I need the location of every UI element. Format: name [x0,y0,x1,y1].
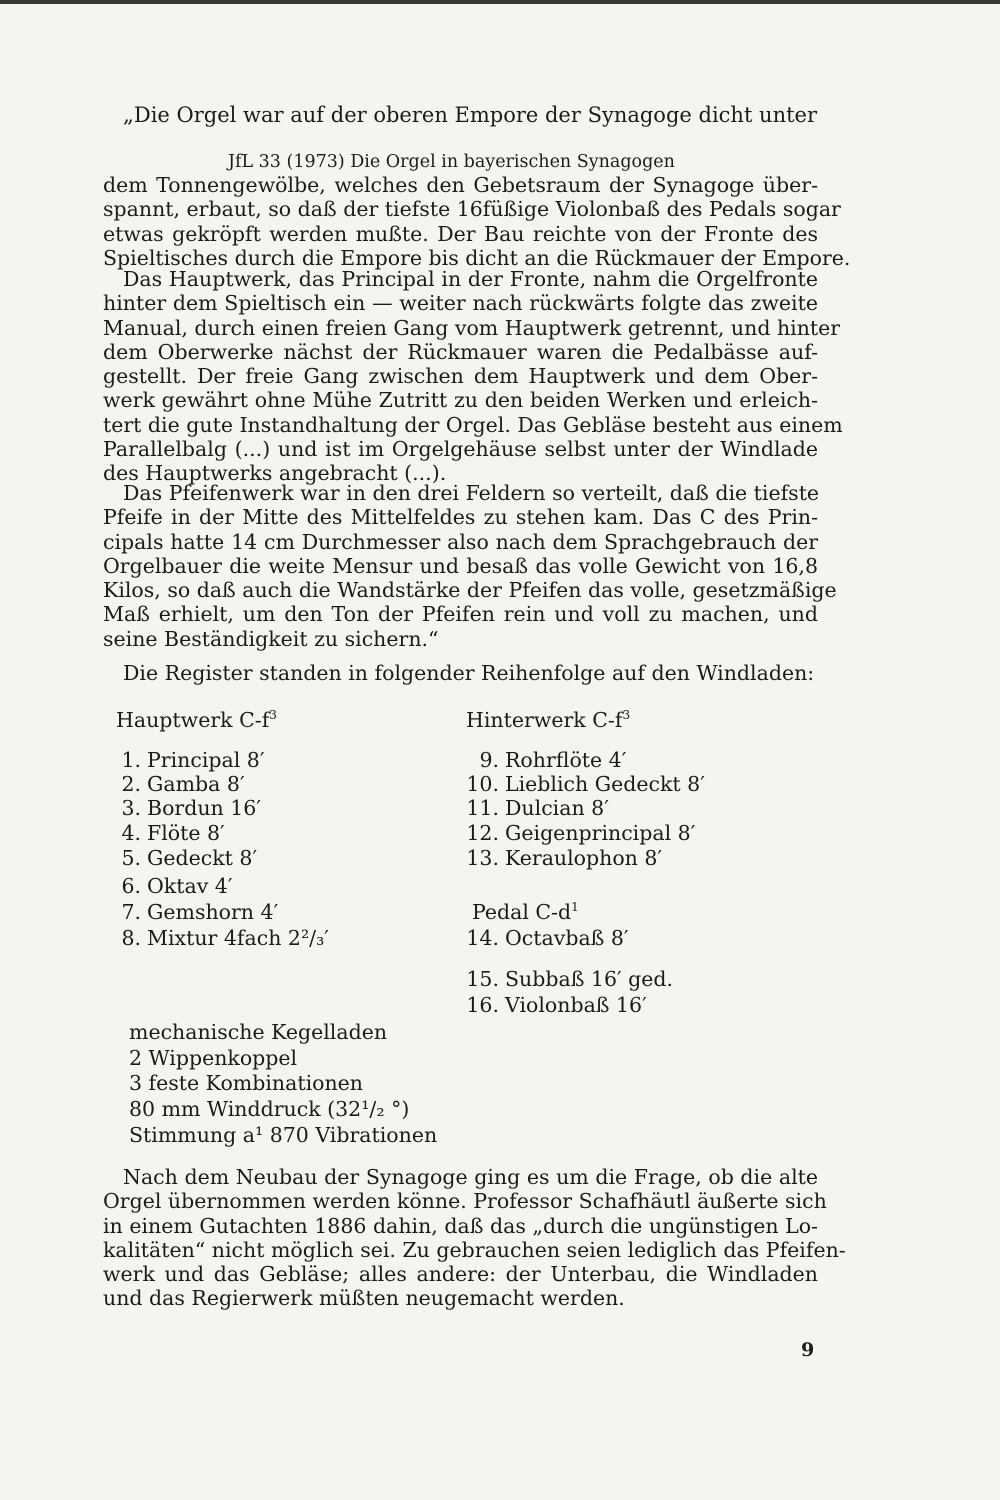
spec-line: 2 Wippenkoppel [129,1046,298,1070]
stop-name: Subbaß 16′ ged. [505,967,674,991]
stop-number: 15. [466,967,499,991]
text-line: Pfeife in der Mitte des Mittelfeldes zu stehen kam. Das C des Prin- [103,505,818,530]
stop-item [462,748,626,772]
stop-item [462,796,609,820]
stop-item [105,900,278,924]
hauptwerk-heading [116,708,277,732]
stop-number: 16. [466,993,499,1017]
stop-item [105,874,232,898]
text-line: tert die gute Instandhaltung der Orgel. Das Gebläse besteht aus einem [103,412,843,437]
text-line: werk und das Gebläse; alles andere: der Unterbau, die Windladen [103,1262,818,1287]
text-line: Das Hauptwerk, das Principal in der Fronte, nahm die Orgelfronte [123,267,818,291]
register-intro: Die Register standen in folgender Reihenfolge auf den Windladen: [123,661,815,685]
paragraph-2 [103,267,843,486]
text-line: dem Tonnengewölbe, welches den Gebetsraum der Synagoge über- [103,173,818,197]
stop-number: 6. [121,874,141,898]
text-line: spannt, erbaut, so daß der tiefste 16füßige Violonbaß des Pedals sogar [103,197,841,222]
paragraph-5 [103,1165,846,1311]
stop-item [105,772,245,796]
spec-line: mechanische Kegelladen [129,1020,388,1044]
pedal-title-sup: 1 [571,900,579,915]
stop-item [462,926,629,950]
text-line: des Hauptwerks angebracht (...). [103,461,447,486]
stop-name: Violonbaß 16′ [505,993,647,1017]
text-line: gestellt. Der freie Gang zwischen dem Hauptwerk und dem Ober- [103,364,818,389]
stop-item [462,772,705,796]
pedal-title: Pedal C-d [472,900,572,924]
paragraph-3 [103,481,837,651]
text-line: werk gewährt ohne Mühe Zutritt zu den beiden Werken und erleich- [103,388,818,413]
text-line: Maß erhielt, um den Ton der Pfeifen rein und voll zu machen, und [103,602,818,627]
text-line: hinter dem Spieltisch ein — weiter nach rückwärts folgte das zweite [103,291,818,316]
stop-name: Mixtur 4fach 2²/₃′ [147,926,329,950]
stop-number: 7. [121,900,141,924]
text-line: und das Regierwerk müßten neugemacht werden. [103,1286,625,1311]
hinterwerk-title: Hinterwerk C-f [466,708,623,732]
spec-line: 80 mm Winddruck (32¹/₂ °) [129,1097,410,1121]
hauptwerk-title-sup: 3 [269,708,277,723]
page-number: 9 [801,1339,815,1361]
text-line: Manual, durch einen freien Gang vom Hauptwerk getrennt, und hinter [103,315,841,340]
text-line: kalitäten“ nicht möglich sei. Zu gebrauchen seien lediglich das Pfeifen- [103,1237,846,1262]
stop-name: Gemshorn 4′ [147,900,279,924]
stop-item [462,967,673,991]
stop-name: Dulcian 8′ [505,796,609,820]
top-edge-rule [0,0,1000,4]
stop-number: 4. [121,821,141,845]
text-line: seine Beständigkeit zu sichern.“ [103,626,439,651]
text-line: Orgelbauer die weite Mensur und besaß das volle Gewicht von 16,8 [103,553,818,578]
text-line: cipals hatte 14 cm Durchmesser also nach dem Sprachgebrauch der [103,529,818,554]
text-line: Parallelbalg (...) und ist im Orgelgehäuse selbst unter der Windlade [103,437,818,462]
stop-item [462,993,647,1017]
stop-number: 13. [466,846,499,870]
stop-item [105,748,265,772]
hinterwerk-title-sup: 3 [622,708,631,723]
spec-line: Stimmung a¹ 870 Vibrationen [129,1123,438,1147]
stop-name: Gamba 8′ [147,772,245,796]
stop-name: Rohrflöte 4′ [505,748,627,772]
stop-number: 1. [121,748,141,772]
stop-number: 8. [121,926,141,950]
stop-name: Principal 8′ [147,748,265,772]
stop-number: 11. [466,796,499,820]
stop-number: 2. [121,772,141,796]
text-line: Kilos, so daß auch die Wandstärke der Pfeifen das volle, gesetzmäßige [103,578,837,603]
spec-line: 3 feste Kombinationen [129,1071,364,1095]
hauptwerk-title: Hauptwerk C-f [116,708,270,732]
stop-name: Bordun 16′ [147,796,261,820]
text-line: Spieltisches durch die Empore bis dicht an die Rückmauer der Empore. [103,245,851,270]
stop-name: Geigenprincipal 8′ [505,821,696,845]
text-line: Nach dem Neubau der Synagoge ging es um die Frage, ob die alte [123,1165,818,1189]
hinterwerk-heading [466,708,630,732]
paragraph-1 [103,173,851,270]
stop-number: 9. [479,748,499,772]
stop-name: Gedeckt 8′ [147,846,258,870]
stop-name: Keraulophon 8′ [505,846,663,870]
stop-item [105,821,225,845]
stop-name: Lieblich Gedeckt 8′ [505,772,705,796]
text-line: in einem Gutachten 1886 dahin, daß das „durch die ungünstigen Lo- [103,1213,818,1238]
stop-number: 3. [121,796,141,820]
text-line: dem Oberwerke nächst der Rückmauer waren die Pedalbässe auf- [103,339,818,364]
stop-number: 12. [466,821,499,845]
stop-name: Octavbaß 8′ [505,926,629,950]
text-line: etwas gekröpft werden mußte. Der Bau reichte von der Fronte des [103,221,818,246]
text-line: Das Pfeifenwerk war in den drei Feldern so verteilt, daß die tiefste [123,481,820,505]
running-head: JfL 33 (1973) Die Orgel in bayerischen Synagogen [228,152,675,172]
stop-number: 14. [466,926,499,950]
stop-name: Oktav 4′ [147,874,233,898]
stop-item [462,846,662,870]
stop-item [105,796,261,820]
intro-quote-line: „Die Orgel war auf der oberen Empore der Synagoge dicht unter [123,103,818,127]
stop-item [105,846,257,870]
stop-number: 5. [121,846,141,870]
stop-number: 10. [466,772,499,796]
text-line: Orgel übernommen werden könne. Professor Schafhäutl äußerte sich [103,1189,827,1214]
pedal-heading [472,900,579,924]
stop-name: Flöte 8′ [147,821,225,845]
stop-item [105,926,329,950]
stop-item [462,821,695,845]
